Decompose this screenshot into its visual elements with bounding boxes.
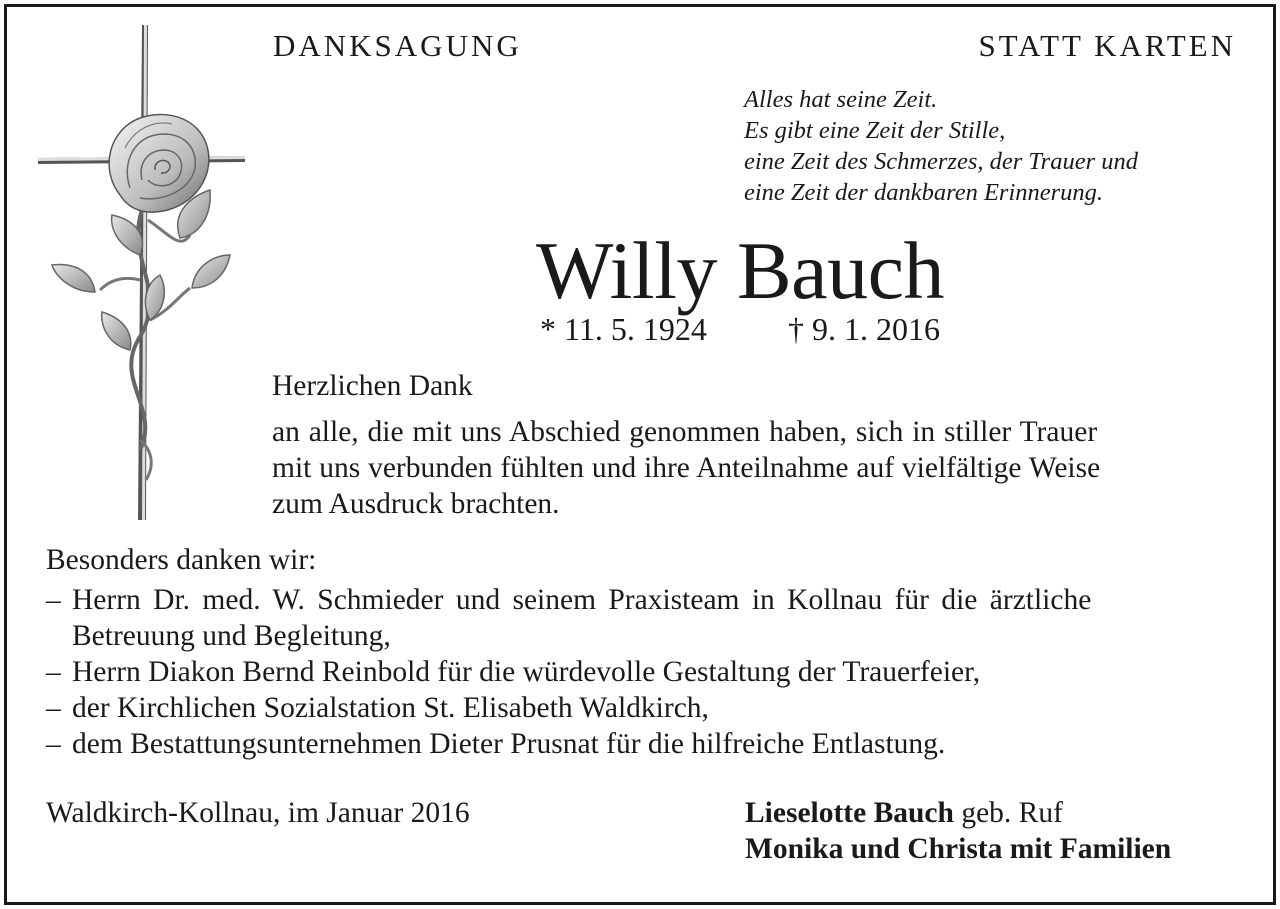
poem-line: eine Zeit der dankbaren Erinnerung.	[744, 179, 1104, 206]
place-date: Waldkirch-Kollnau, im Januar 2016	[46, 797, 470, 829]
thanks-line-text: mit uns verbunden fühlten und ihre Anteilnahme auf vielfältige Weise	[272, 452, 1101, 484]
poem-line: Alles hat seine Zeit.	[744, 86, 938, 113]
list-item-text: Herrn Dr. med. W. Schmieder und seinem Praxisteam in Kollnau für die ärztliche	[72, 584, 1092, 616]
signature-maiden-name: geb. Ruf	[953, 797, 1063, 829]
birth-date: * 11. 5. 1924	[540, 311, 707, 347]
header-danksagung: DANKSAGUNG	[273, 28, 522, 63]
thanks-line-text: an alle, die mit uns Abschied genommen haben, sich in stiller Trauer	[272, 416, 1098, 448]
thanks-line	[272, 450, 1234, 486]
list-item-text: Herrn Diakon Bernd Reinbold für die würdevolle Gestaltung der Trauerfeier,	[72, 656, 981, 688]
death-date: † 9. 1. 2016	[788, 311, 940, 347]
dash: –	[46, 692, 61, 724]
list-item-text: Betreuung und Begleitung,	[72, 620, 391, 652]
list-item	[46, 690, 1234, 726]
special-list	[46, 582, 1234, 762]
special-heading: Besonders danken wir:	[46, 544, 317, 576]
dash: –	[46, 584, 61, 616]
list-item	[46, 726, 1234, 762]
list-item-text: dem Bestattungsunternehmen Dieter Prusnat für die hilfreiche Entlastung.	[72, 728, 946, 760]
list-item	[46, 654, 1234, 690]
poem	[744, 84, 1138, 208]
signature	[745, 795, 1171, 867]
thanks-paragraph	[272, 414, 1234, 522]
thanks-line: zum Ausdruck brachten.	[272, 488, 560, 520]
signature-line-2: Monika und Christa mit Familien	[745, 833, 1172, 865]
header-statt-karten: STATT KARTEN	[978, 28, 1236, 63]
poem-line: Es gibt eine Zeit der Stille,	[744, 117, 1006, 144]
list-item	[46, 582, 1234, 654]
dash: –	[46, 656, 61, 688]
signature-line-1	[745, 795, 1171, 831]
thanks-intro: Herzlichen Dank	[272, 370, 473, 402]
deceased-name: Willy Bauch	[536, 225, 944, 316]
signature-name-bold: Lieselotte Bauch	[745, 797, 954, 829]
list-item-text: der Kirchlichen Sozialstation St. Elisabeth Waldkirch,	[72, 692, 709, 724]
poem-line: eine Zeit des Schmerzes, der Trauer und	[744, 148, 1138, 175]
thanks-line	[272, 414, 1234, 450]
dash: –	[46, 728, 61, 760]
